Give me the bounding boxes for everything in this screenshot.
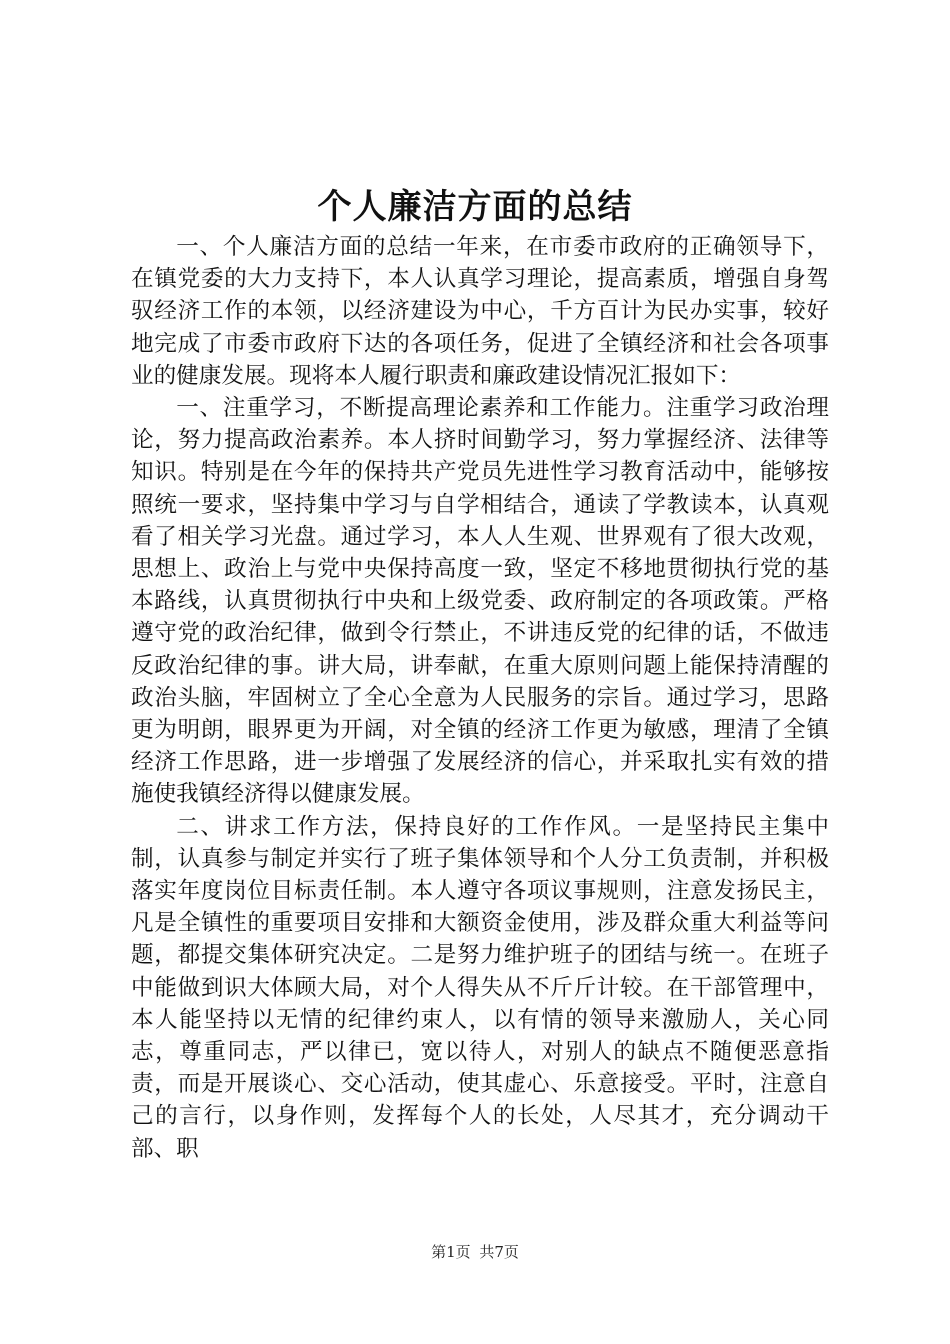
page-number-total: 共7页: [479, 1243, 519, 1261]
page-number-current: 第1页: [431, 1243, 471, 1261]
paragraph-work-method: 二、讲求工作方法，保持良好的工作作风。一是坚持民主集中制，认真参与制定并实行了班子集体领导和个人分工负责制，并积极落实年度岗位目标责任制。本人遵守各项议事规则，注意发扬民主，凡是全镇性的重要项目安排和大额资金使用，涉及群众重大利益等问题，都提交集体研究决定。二是努力维护班子的团结与统一。在班子中能做到识大体顾大局，对个人得失从不斤斤计较。在干部管理中，本人能坚持以无情的纪律约束人，以有情的领导来激励人，关心同志，尊重同志，严以律已，宽以待人，对别人的缺点不随便恶意指责，而是开展谈心、交心活动，使其虚心、乐意接受。平时，注意自己的言行，以身作则，发挥每个人的长处，人尽其才，充分调动干部、职: [131, 813, 829, 1162]
document-body: [131, 231, 829, 1165]
page-footer: [0, 1241, 950, 1263]
paragraph-intro: 一、个人廉洁方面的总结一年来，在市委市政府的正确领导下，在镇党委的大力支持下，本人认真学习理论，提高素质，增强自身驾驭经济工作的本领，以经济建设为中心，千方百计为民办实事，较好地完成了市委市政府下达的各项任务，促进了全镇经济和社会各项事业的健康发展。现将本人履行职责和廉政建设情况汇报如下：: [131, 234, 829, 389]
page-title: 个人廉洁方面的总结: [317, 187, 633, 227]
paragraph-study: 一、注重学习，不断提高理论素养和工作能力。注重学习政治理论，努力提高政治素养。本人挤时间勤学习，努力掌握经济、法律等知识。特别是在今年的保持共产党员先进性学习教育活动中，能够按照统一要求，坚持集中学习与自学相结合，通读了学教读本，认真观看了相关学习光盘。通过学习，本人人生观、世界观有了很大改观，思想上、政治上与党中央保持高度一致，坚定不移地贯彻执行党的基本路线，认真贯彻执行中央和上级党委、政府制定的各项政策。严格遵守党的政治纪律，做到令行禁止，不讲违反党的纪律的话，不做违反政治纪律的事。讲大局，讲奉献，在重大原则问题上能保持清醒的政治头脑，牢固树立了全心全意为人民服务的宗旨。通过学习，思路更为明朗，眼界更为开阔，对全镇的经济工作更为敏感，理清了全镇经济工作思路，进一步增强了发展经济的信心，并采取扎实有效的措施使我镇经济得以健康发展。: [131, 395, 829, 808]
